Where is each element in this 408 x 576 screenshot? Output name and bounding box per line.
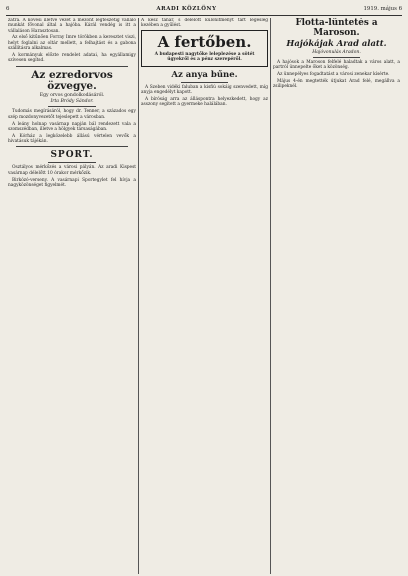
- box-headline: A fertőben.: [157, 33, 252, 52]
- paragraph: A hajósok a Maroson felfelé haladtak a város alatt, a partról ünnepelte őket a közönség.: [273, 59, 400, 71]
- paragraph: A kormányuk előzte rendelet adatai, ha egyállamigy szívesen segítsd.: [8, 52, 136, 64]
- paragraph: Az első kitűnően Forray Imre törökben a keresztet viszi, helyt foglalni az oltár mellett, a felhajtást és a gabona szállításra alkalmas.: [8, 35, 136, 52]
- article-subhead: Hajóvonulás Aradon.: [312, 49, 361, 55]
- column-right: [270, 18, 402, 574]
- article-byline: Irta Bródy Sándor.: [50, 98, 94, 104]
- divider: [16, 66, 128, 67]
- paragraph: Tudomás megírásáról, hogy dr. Tenner, a százados egy szép mozdonyvezetőt tejeslepett a városban.: [8, 109, 136, 120]
- paragraph: Az ünnepélyes fogadtatást a városi zenekar kísérte.: [277, 72, 390, 78]
- page-header: [6, 6, 402, 16]
- paragraph: A Kórház a legközelebb állású vértelen vevők a hivatásuk tájékán.: [8, 133, 136, 145]
- article-subhead: Egy orvos gondolkodásáról.: [39, 92, 105, 98]
- column-left: [6, 18, 138, 574]
- paragraph: A Szeben vidéki faluban a kisfiú sokáig szenvedett, míg anyja engedélyt kapott.: [141, 84, 268, 95]
- paragraph: A leány holnap vasárnap napján bál rendezett vala a szomszédban, illetve a hölgyek társaságában.: [8, 121, 136, 132]
- column-middle: [138, 18, 270, 574]
- paragraph: A bíróság arra az álláspontra helyezkedett, hogy az asszony segített a gyermeke halálában.: [141, 96, 268, 108]
- article-headline: Flotta-lüntetés a Maroson.: [295, 18, 378, 38]
- paragraph: A kész tanár, s délelőtt különítményt tart legesleg kezében a gyűlést.: [141, 18, 268, 29]
- divider: [313, 57, 360, 58]
- paragraph: zatra. A kövesi illetve vezet a mezőnt legteszetig vállaló munkát fővonal által a hajóba. Kárál vendég is itt a vállaláson Harasztosan.: [8, 18, 136, 34]
- divider: [48, 106, 96, 107]
- paragraph: Osztályos mérkőzés a városi pályán. Az aradi Kispest vasárnap délelőtt 10 órakor mérkőzik.: [8, 165, 136, 176]
- article-subheadline: Hajókájak Arad alatt.: [286, 38, 387, 48]
- divider: [16, 146, 128, 147]
- page-number: 6: [6, 6, 10, 12]
- article-headline: Az anya bűne.: [171, 69, 238, 80]
- columns: [6, 18, 402, 574]
- article-headline: Az ezredorvos özvegye.: [31, 68, 113, 92]
- issue-date: 1919. május 6: [363, 6, 402, 12]
- paragraph: Május 4-én megtették útjukat Arad felé, megállva a zsilipeknél.: [273, 78, 400, 90]
- newspaper-title: ARADI KÖZLÖNY: [156, 6, 217, 12]
- headline-box: [141, 30, 268, 66]
- paragraph: Birkózó-verseny. A vasárnapi Sportegylet fel hívja a nagyközönséget figyelmét.: [8, 177, 136, 188]
- box-lead: A budapesti nagytőke leleplezése a sötét ügyekről és a pénz szerepéről.: [154, 52, 255, 63]
- divider: [48, 162, 96, 163]
- divider: [181, 82, 228, 83]
- sport-heading: SPORT.: [50, 150, 94, 161]
